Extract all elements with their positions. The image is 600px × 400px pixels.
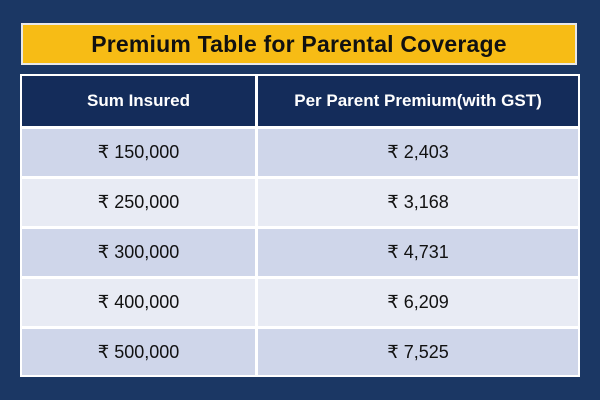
table-row bbox=[22, 329, 578, 375]
table-row bbox=[22, 179, 578, 226]
table-row bbox=[22, 229, 578, 276]
column-header-premium: Per Parent Premium(with GST) bbox=[258, 76, 578, 126]
table-header-row bbox=[22, 76, 578, 126]
premium-cell: ₹ 4,731 bbox=[258, 229, 578, 276]
premium-cell: ₹ 7,525 bbox=[258, 329, 578, 375]
page-title: Premium Table for Parental Coverage bbox=[91, 30, 507, 57]
premium-cell: ₹ 3,168 bbox=[258, 179, 578, 226]
table-row bbox=[22, 279, 578, 326]
sum-insured-cell: ₹ 500,000 bbox=[22, 329, 255, 375]
sum-insured-cell: ₹ 150,000 bbox=[22, 129, 255, 176]
premium-cell: ₹ 6,209 bbox=[258, 279, 578, 326]
sum-insured-cell: ₹ 400,000 bbox=[22, 279, 255, 326]
sum-insured-cell: ₹ 250,000 bbox=[22, 179, 255, 226]
column-header-sum-insured: Sum Insured bbox=[22, 76, 255, 126]
premium-table bbox=[20, 74, 580, 377]
premium-cell: ₹ 2,403 bbox=[258, 129, 578, 176]
title-banner bbox=[21, 23, 577, 65]
table-row bbox=[22, 129, 578, 176]
sum-insured-cell: ₹ 300,000 bbox=[22, 229, 255, 276]
